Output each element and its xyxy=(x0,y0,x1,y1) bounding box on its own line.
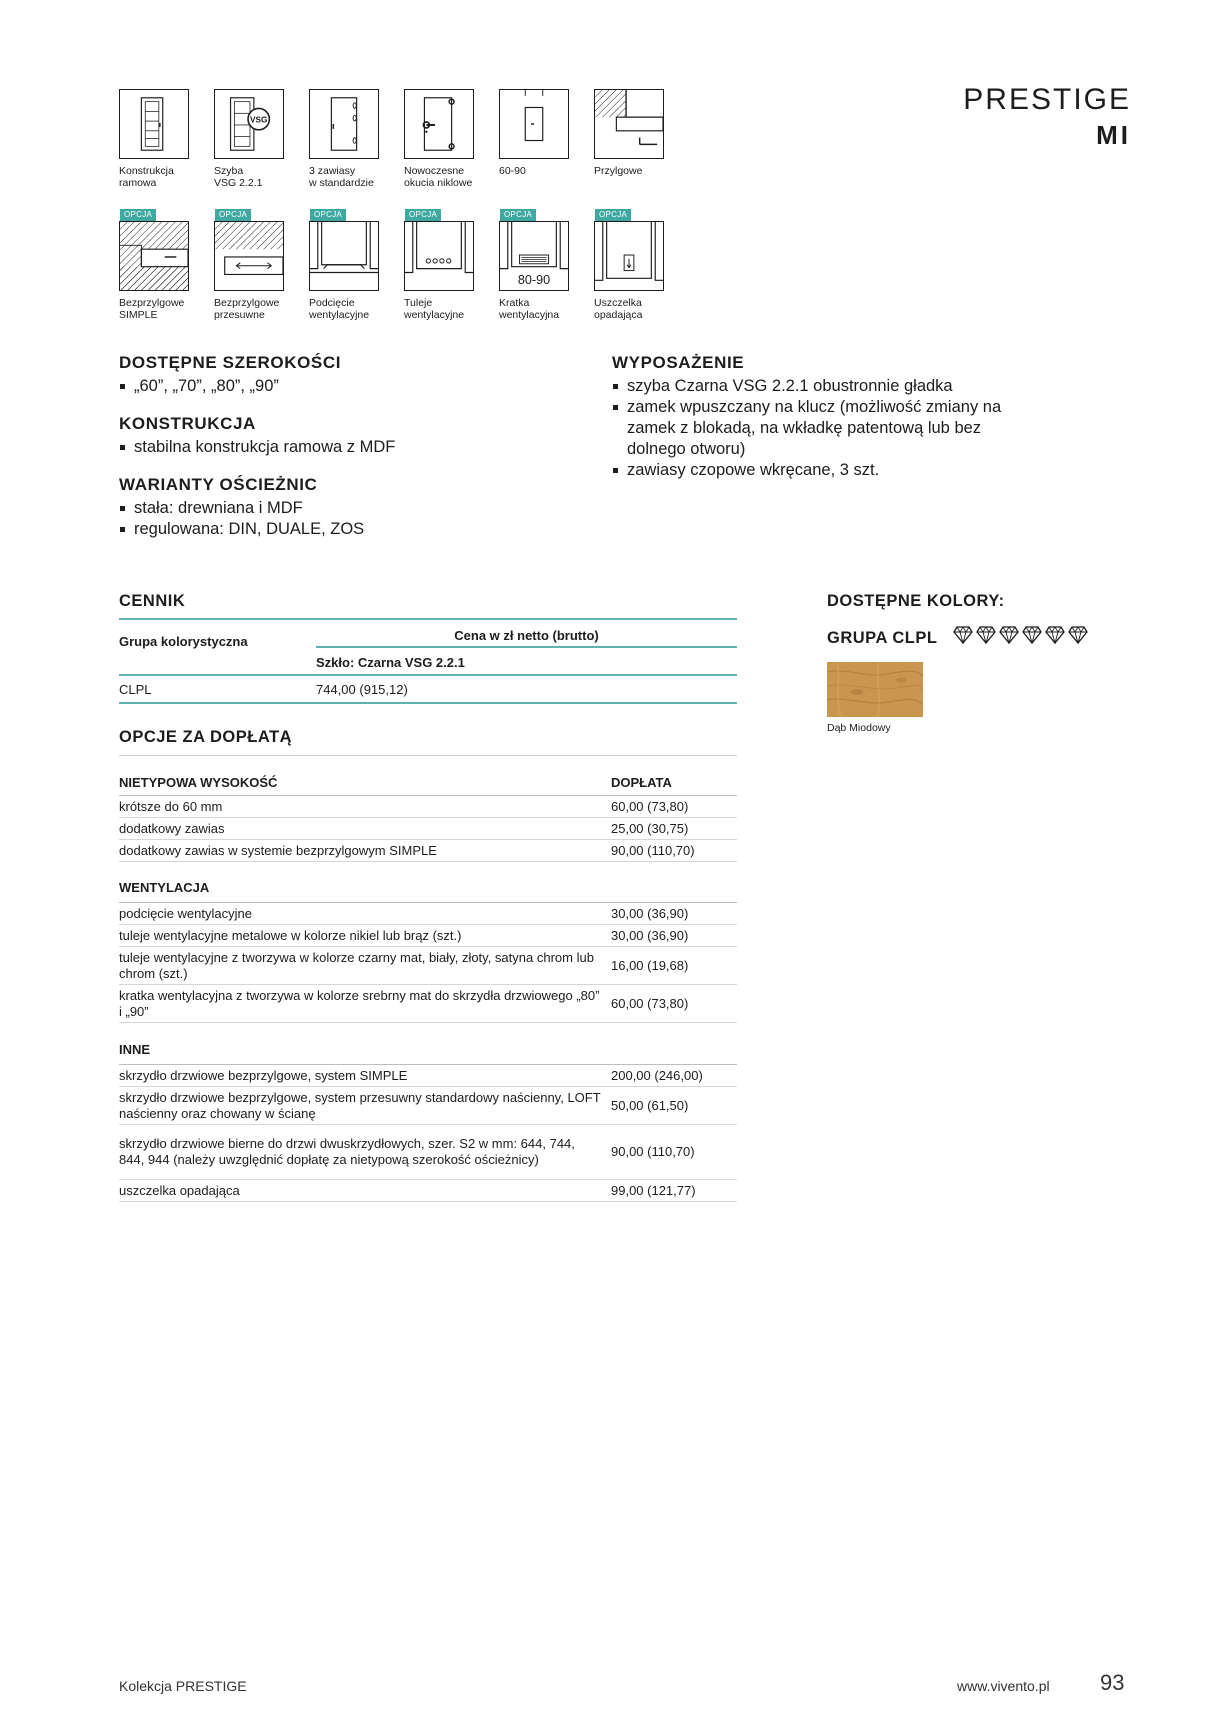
spec-heading: WARIANTY OŚCIEŻNIC xyxy=(119,475,318,494)
divider xyxy=(119,674,737,676)
option-tag: OPCJA xyxy=(215,209,251,221)
table-row: skrzydło drzwiowe bezprzylgowe, system SIMPLE 200,00 (246,00) xyxy=(119,1065,737,1087)
spec-item: zawiasy czopowe wkręcane, 3 szt. xyxy=(612,460,1012,481)
table-row: skrzydło drzwiowe bezprzylgowe, system przesuwny standardowy naścienny, LOFT naścienny oraz chowany w ścianę 50,00 (61,50) xyxy=(119,1087,737,1125)
table-row: podcięcie wentylacyjne 30,00 (36,90) xyxy=(119,903,737,925)
spec-item: szyba Czarna VSG 2.2.1 obustronnie gładka xyxy=(612,376,1012,397)
width-icon xyxy=(499,89,569,159)
divider xyxy=(119,755,737,756)
feature-frame xyxy=(119,89,209,189)
option-label: Bezprzylgowe SIMPLE xyxy=(119,297,185,321)
option-undercut xyxy=(309,210,399,321)
options-heading: OPCJE ZA DOPŁATĄ xyxy=(119,728,293,746)
feature-label: 60-90 xyxy=(499,165,526,177)
table-row: tuleje wentylacyjne metalowe w kolorze nikiel lub brąz (szt.) 30,00 (36,90) xyxy=(119,925,737,947)
spec-heading: DOSTĘPNE SZEROKOŚCI xyxy=(119,353,342,372)
spec-heading: WYPOSAŻENIE xyxy=(612,353,745,372)
spec-section-construction xyxy=(119,413,579,458)
feature-label: Konstrukcja ramowa xyxy=(119,165,174,189)
color-name: Dąb Miodowy xyxy=(827,722,891,734)
diamond-icon xyxy=(1022,626,1042,644)
simple-icon xyxy=(119,210,189,291)
col-surcharge-header: DOPŁATA xyxy=(611,775,672,790)
table-row: tuleje wentylacyjne z tworzywa w kolorze czarny mat, biały, złoty, satyna chrom lub chrom (szt.) 16,00 (19,68) xyxy=(119,947,737,985)
diamond-icon xyxy=(1068,626,1088,644)
handle-icon xyxy=(404,89,474,159)
seal-icon xyxy=(594,210,664,291)
diamond-icon xyxy=(953,626,973,644)
option-tag: OPCJA xyxy=(120,209,156,221)
option-grille xyxy=(499,210,589,321)
diamond-icon xyxy=(999,626,1019,644)
feature-rebated xyxy=(594,89,684,177)
option-label: Kratka wentylacyjna xyxy=(499,297,560,321)
table-row: dodatkowy zawias w systemie bezprzylgowym SIMPLE 90,00 (110,70) xyxy=(119,840,737,862)
page-number: 93 xyxy=(1100,1670,1125,1695)
option-tag: OPCJA xyxy=(310,209,346,221)
feature-label: Przylgowe xyxy=(594,165,643,177)
vsg-badge: VSG xyxy=(249,115,268,125)
col-color-group: Grupa kolorystyczna xyxy=(119,634,248,649)
product-title xyxy=(963,82,1131,152)
color-swatch[interactable] xyxy=(827,662,923,717)
vsg-icon xyxy=(214,89,284,159)
specs-right xyxy=(612,352,1012,481)
spec-item: regulowana: DIN, DUALE, ZOS xyxy=(119,519,579,540)
feature-vsg xyxy=(214,89,304,189)
color-group-label: GRUPA CLPL xyxy=(827,629,938,647)
spec-section-widths xyxy=(119,352,579,397)
specs-left xyxy=(119,352,579,540)
spec-item: zamek wpuszczany na klucz (możliwość zmiany na zamek z blokadą, na wkładkę patentową lub bez dolnego otworu) xyxy=(612,397,1012,460)
option-tag: OPCJA xyxy=(500,209,536,221)
grille-icon xyxy=(499,210,569,291)
option-seal xyxy=(594,210,684,321)
feature-width xyxy=(499,89,589,177)
spec-item: „60”, „70”, „80”, „90” xyxy=(119,376,579,397)
col-glass: Szkło: Czarna VSG 2.2.1 xyxy=(316,655,465,670)
diamond-icon xyxy=(976,626,996,644)
sliding-icon xyxy=(214,210,284,291)
price-row-value: 744,00 (915,12) xyxy=(316,682,408,697)
table-row: krótsze do 60 mm 60,00 (73,80) xyxy=(119,796,737,818)
spec-item: stabilna konstrukcja ramowa z MDF xyxy=(119,437,579,458)
divider xyxy=(119,618,737,620)
option-sleeves xyxy=(404,210,494,321)
footer-website[interactable]: www.vivento.pl xyxy=(957,1678,1050,1694)
price-row-group: CLPL xyxy=(119,682,152,697)
feature-handle xyxy=(404,89,494,189)
option-label: Bezprzylgowe przesuwne xyxy=(214,297,280,321)
collection-name: PRESTIGE xyxy=(963,83,1131,116)
feature-hinges xyxy=(309,89,399,189)
table-row: skrzydło drzwiowe bierne do drzwi dwuskrzydłowych, szer. S2 w mm: 644, 744, 844, 944 (należy uwzględnić dopłatę za nietypową szerokość ościeżnicy) 90,00 (110,70) xyxy=(119,1125,737,1180)
section-ventilation: WENTYLACJA xyxy=(119,880,210,895)
feature-label: Nowoczesne okucia niklowe xyxy=(404,165,473,189)
spec-heading: KONSTRUKCJA xyxy=(119,414,256,433)
divider xyxy=(316,646,737,648)
option-sliding xyxy=(214,210,304,321)
col-price: Cena w zł netto (brutto) xyxy=(454,628,599,643)
option-tag: OPCJA xyxy=(405,209,441,221)
rama-icon xyxy=(119,89,189,159)
option-label: Uszczelka opadająca xyxy=(594,297,643,321)
diamond-icon xyxy=(1045,626,1065,644)
footer-collection: Kolekcja PRESTIGE xyxy=(119,1678,247,1694)
option-label: Tuleje wentylacyjne xyxy=(404,297,465,321)
rebated-icon xyxy=(594,89,664,159)
table-row: dodatkowy zawias 25,00 (30,75) xyxy=(119,818,737,840)
spec-item: stała: drewniana i MDF xyxy=(119,498,579,519)
table-row: uszczelka opadająca 99,00 (121,77) xyxy=(119,1180,737,1202)
table-row: kratka wentylacyjna z tworzywa w kolorze srebrny mat do skrzydła drzwiowego „80” i „90” 60,00 (73,80) xyxy=(119,985,737,1023)
feature-label: Szyba VSG 2.2.1 xyxy=(214,165,263,189)
sleeves-icon xyxy=(404,210,474,291)
option-simple xyxy=(119,210,209,321)
option-tag: OPCJA xyxy=(595,209,631,221)
feature-label: 3 zawiasy w standardzie xyxy=(309,165,374,189)
section-other: INNE xyxy=(119,1042,151,1057)
undercut-icon xyxy=(309,210,379,291)
colors-heading: DOSTĘPNE KOLORY: xyxy=(827,592,1005,610)
grille-size-badge: 80-90 xyxy=(517,273,551,288)
col-height-header: NIETYPOWA WYSOKOŚĆ xyxy=(119,775,278,790)
option-label: Podcięcie wentylacyjne xyxy=(309,297,370,321)
hinges-icon xyxy=(309,89,379,159)
spec-section-frames xyxy=(119,474,579,540)
price-list-heading: CENNIK xyxy=(119,592,186,610)
divider xyxy=(119,702,737,704)
diamond-rating xyxy=(953,626,1088,646)
model-name: MI xyxy=(1096,120,1131,150)
